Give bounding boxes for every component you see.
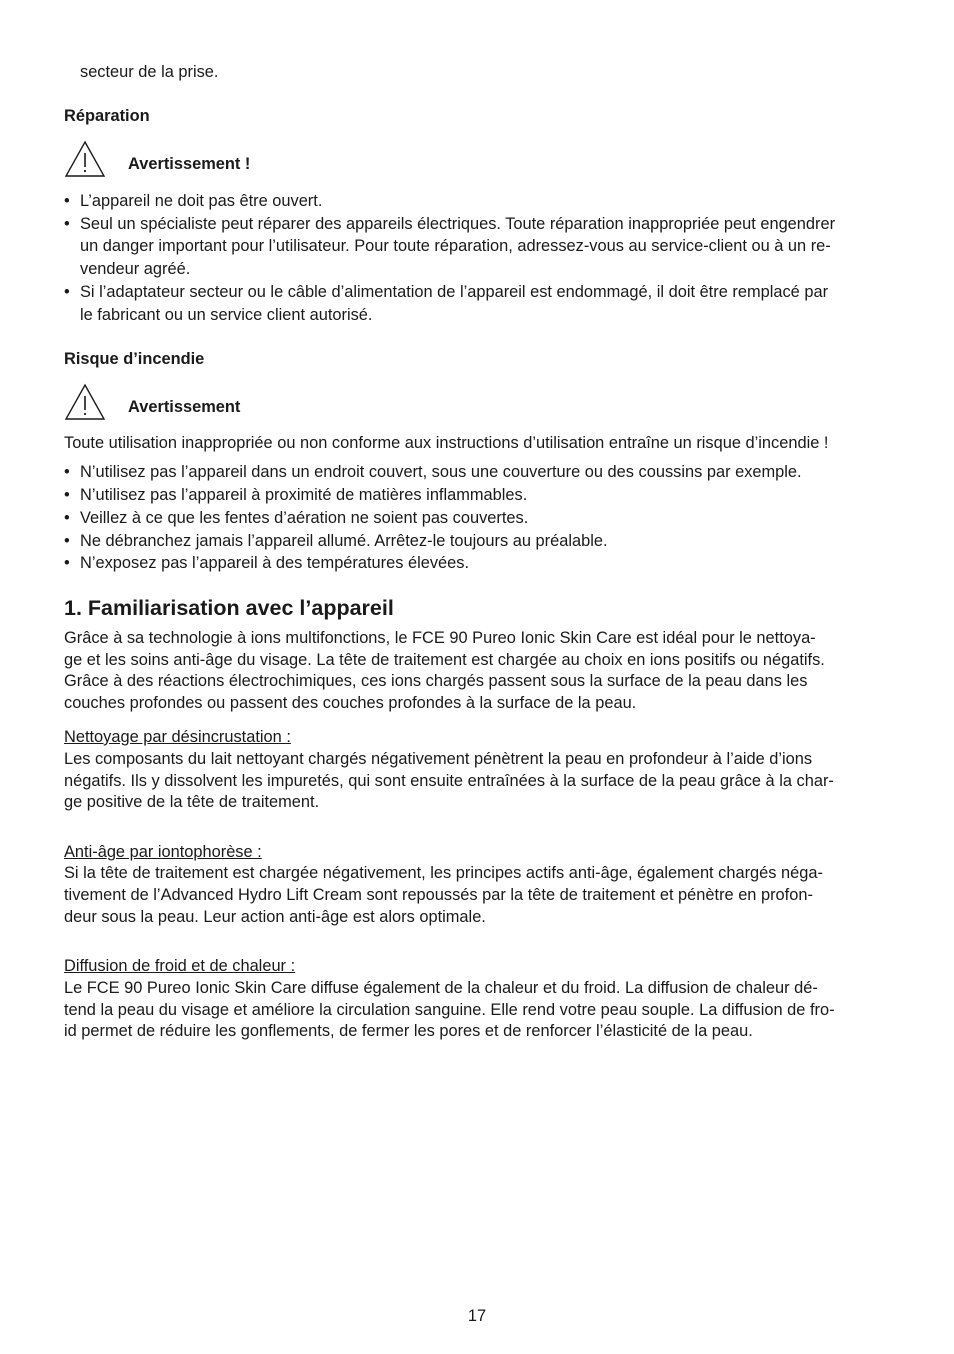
list-item: L’appareil ne doit pas être ouvert. <box>80 192 323 210</box>
page-number: 17 <box>467 1307 487 1325</box>
subsection-title: Anti-âge par iontophorèse : <box>64 843 262 861</box>
warning-title: Avertissement <box>128 398 241 416</box>
section-title: 1. Familiarisation avec l’appareil <box>64 596 394 620</box>
subsection-title: Nettoyage par désincrustation : <box>64 728 291 746</box>
list-item: Veillez à ce que les fentes d’aération ne soient pas couvertes. <box>80 509 529 527</box>
list-item-cont: le fabricant ou un service client autorisé. <box>80 306 373 324</box>
subsection-title: Diffusion de froid et de chaleur : <box>64 957 296 975</box>
list-item: Ne débranchez jamais l’appareil allumé. Arrêtez-le toujours au préalable. <box>80 532 608 550</box>
list-item: N’exposez pas l’appareil à des températures élevées. <box>80 554 470 572</box>
warning-title: Avertissement ! <box>128 155 251 173</box>
paragraph-line: Le FCE 90 Pureo Ionic Skin Care diffuse également de la chaleur et du froid. La diffusion de chaleur dé- <box>64 979 818 997</box>
bullet-icon: • <box>64 283 70 301</box>
paragraph-line: tend la peau du visage et améliore la circulation sanguine. Elle rend votre peau souple. La diffusion de fro- <box>64 1001 835 1019</box>
paragraph-line: deur sous la peau. Leur action anti-âge est alors optimale. <box>64 908 486 926</box>
list-item: N’utilisez pas l’appareil à proximité de matières inflammables. <box>80 486 528 504</box>
section-heading-reparation: Réparation <box>64 107 150 125</box>
continued-text: secteur de la prise. <box>80 63 219 81</box>
bullet-icon: • <box>64 192 70 210</box>
bullet-icon: • <box>64 463 70 481</box>
warning-triangle-icon <box>64 140 106 178</box>
paragraph-line: négatifs. Ils y dissolvent les impuretés, qui sont ensuite entraînées à la surface de la peau grâce à la char- <box>64 772 834 790</box>
paragraph-line: id permet de réduire les gonflements, de fermer les pores et de renforcer l’élasticité de la peau. <box>64 1022 753 1040</box>
list-item: N’utilisez pas l’appareil dans un endroit couvert, sous une couverture ou des coussins par exemple. <box>80 463 802 481</box>
list-item: Seul un spécialiste peut réparer des appareils électriques. Toute réparation inappropriée peut engendrer <box>80 215 836 233</box>
paragraph-line: Grâce à des réactions électrochimiques, ces ions chargés passent sous la surface de la peau dans les <box>64 672 808 690</box>
bullet-icon: • <box>64 486 70 504</box>
bullet-icon: • <box>64 509 70 527</box>
warning-intro: Toute utilisation inappropriée ou non conforme aux instructions d’utilisation entraîne un risque d’incendie ! <box>64 434 829 452</box>
bullet-icon: • <box>64 215 70 233</box>
warning-triangle-icon <box>64 383 106 421</box>
list-item-cont: vendeur agréé. <box>80 260 191 278</box>
paragraph-line: Grâce à sa technologie à ions multifonctions, le FCE 90 Pureo Ionic Skin Care est idéal pour le nettoya- <box>64 629 816 647</box>
paragraph-line: couches profondes ou passent des couches profondes à la surface de la peau. <box>64 694 637 712</box>
paragraph-line: Les composants du lait nettoyant chargés négativement pénètrent la peau en profondeur à l’aide d’ions <box>64 750 813 768</box>
list-item: Si l’adaptateur secteur ou le câble d’alimentation de l’appareil est endommagé, il doit être remplacé par <box>80 283 829 301</box>
paragraph-line: Si la tête de traitement est chargée négativement, les principes actifs anti-âge, également chargés néga- <box>64 864 823 882</box>
paragraph-line: tivement de l’Advanced Hydro Lift Cream sont repoussés par la tête de traitement et pénètre en profon- <box>64 886 813 904</box>
list-item-cont: un danger important pour l’utilisateur. Pour toute réparation, adressez-vous au service-client ou à un re- <box>80 237 831 255</box>
paragraph-line: ge et les soins anti-âge du visage. La tête de traitement est chargée au choix en ions positifs ou négatifs. <box>64 651 825 669</box>
bullet-icon: • <box>64 554 70 572</box>
paragraph-line: ge positive de la tête de traitement. <box>64 793 320 811</box>
section-heading-incendie: Risque d’incendie <box>64 350 205 368</box>
bullet-icon: • <box>64 532 70 550</box>
